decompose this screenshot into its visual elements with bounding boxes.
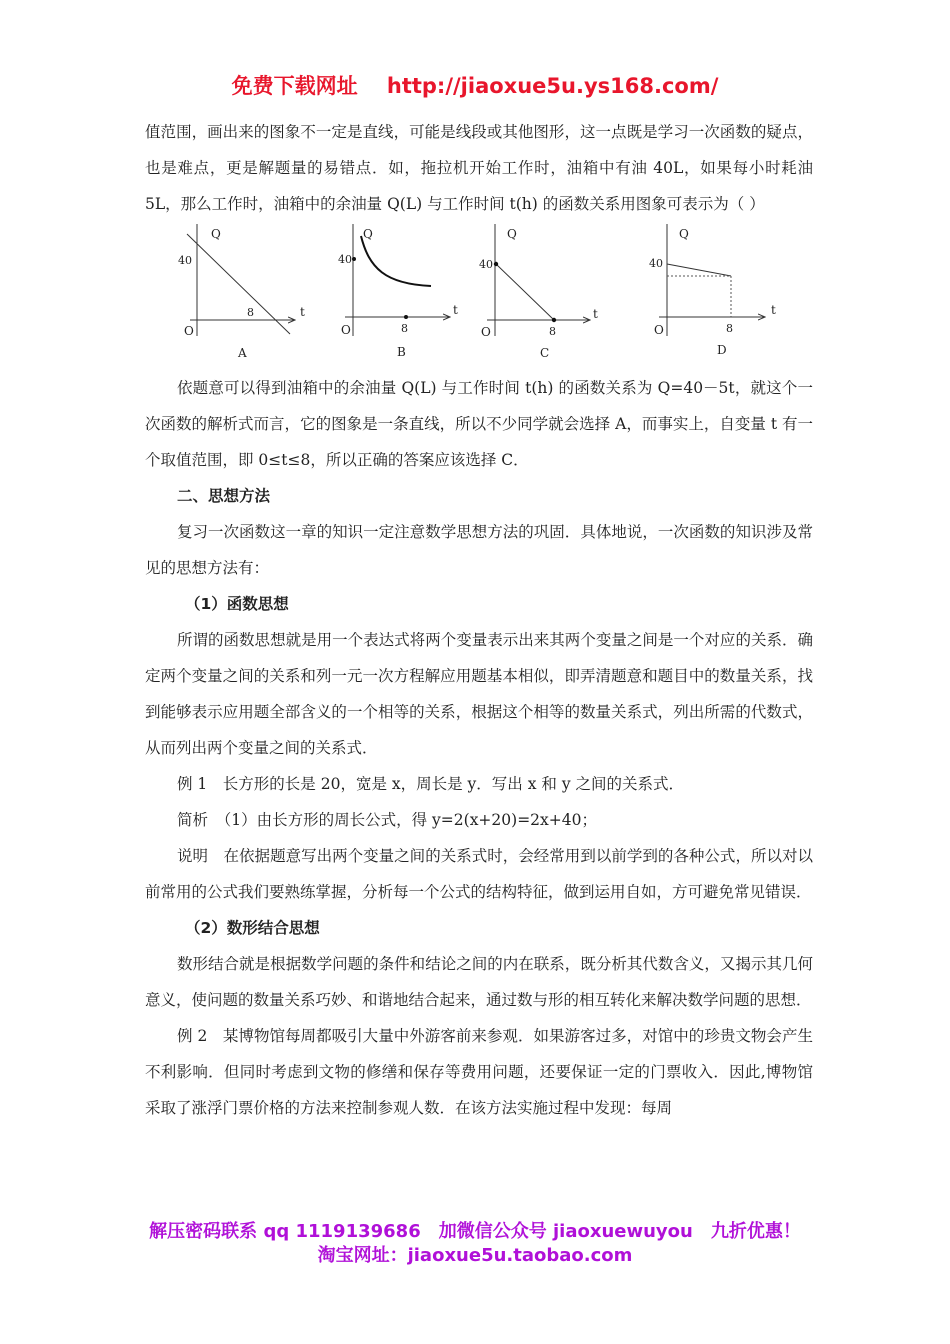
graph-b-q-label: Q [363,227,373,241]
subheading-number-shape: （2）数形结合思想 [185,919,320,937]
document-body [145,114,813,1126]
note-1: 说明 在依据题意写出两个变量之间的关系式时，会经常用到以前学到的各种公式，所以对以前常用的公式我们要熟练掌握，分析每一个公式的结构特征，做到运用自如，方可避免常见错误． [145,847,813,901]
graph-c-label: C [540,346,550,360]
graph-b-point-40 [352,257,356,261]
section-heading-methods: 二、思想方法 [177,487,271,505]
graph-b-curve [361,236,431,286]
graph-d-t-label: t [771,303,776,317]
graph-c-point-40 [494,262,498,266]
page-footer [0,1220,950,1268]
graph-a-line [187,234,290,334]
graph-c-segment [496,264,554,320]
paragraph-4: 所谓的函数思想就是用一个表达式将两个变量表示出来其两个变量之间是一个对应的关系．确定两个变量之间的关系和列一元一次方程解应用题基本相似，即弄清题意和题目中的数量关系，找到能够表示应用题全部含义的一个相等的关系，根据这个相等的数量关系式，列出所需的代数式，从而列出两个变量之间的关系式． [145,631,813,757]
graph-b-8-label: 8 [401,322,408,335]
download-url-link[interactable]: http://jiaoxue5u.ys168.com/ [386,74,719,98]
graph-b-origin-label: O [341,323,351,337]
graph-c-point-8 [552,318,556,322]
graph-d-q-label: Q [679,227,689,241]
page-header [0,70,950,100]
graph-b-label: B [397,345,406,359]
graph-a-origin-label: O [184,324,194,338]
graph-c-origin-label: O [481,325,491,339]
graph-d-line [667,264,731,276]
graphs-svg [135,224,815,364]
graph-c-q-label: Q [507,227,517,241]
paragraph-3: 复习一次函数这一章的知识一定注意数学思想方法的巩固．具体地说，一次函数的知识涉及常见的思想方法有： [145,523,813,577]
graph-b [338,224,458,359]
example-2: 例 2 某博物馆每周都吸引大量中外游客前来参观．如果游客过多，对馆中的珍贵文物会产生不利影响．但同时考虑到文物的修缮和保存等费用问题，还要保证一定的门票收入．因此,博物馆采取了涨浮门票价格的方法来控制参观人数．在该方法实施过程中发现：每周 [145,1027,813,1117]
graph-c [479,224,598,360]
graph-b-point-8 [404,315,408,319]
graph-d-origin-label: O [654,323,664,337]
paragraph-1: 值范围，画出来的图象不一定是直线，可能是线段或其他图形，这一点既是学习一次函数的疑点，也是难点，更是解题量的易错点．如，拖拉机开始工作时，油箱中有油 40L，如果每小时耗油 5L，那么工作时，油箱中的余油量 Q(L) 与工作时间 t(h) 的函数关系用图象可表示为（ ） [145,123,813,213]
graph-c-8-label: 8 [549,325,556,338]
graph-d-40-label: 40 [649,257,663,270]
graph-a-t-label: t [300,305,305,319]
graph-b-40-label: 40 [338,253,352,266]
graph-c-40-label: 40 [479,258,493,271]
graph-a-40-label: 40 [178,254,192,267]
graph-d-label: D [717,343,727,357]
paragraph-2: 依题意可以得到油箱中的余油量 Q(L) 与工作时间 t(h) 的函数关系为 Q=40－5t，就这个一次函数的解析式而言，它的图象是一条直线，所以不少同学就会选择 A，而事实上，自变量 t 有一个取值范围，即 0≤t≤8，所以正确的答案应该选择 C． [145,379,813,469]
download-label: 免费下载网址 [231,74,358,98]
graph-c-t-label: t [593,307,598,321]
analysis-1: 简析 （1）由长方形的周长公式，得 y=2(x+20)=2x+40； [177,811,597,829]
subheading-function-idea: （1）函数思想 [185,595,289,613]
footer-taobao-link[interactable]: 淘宝网址：jiaoxue5u.taobao.com [317,1245,633,1266]
graph-a [178,224,305,360]
graph-a-q-label: Q [211,227,221,241]
answer-choice-graphs [135,224,813,364]
graph-d-8-label: 8 [726,322,733,335]
graph-a-8-label: 8 [247,306,254,319]
graph-d [649,224,776,357]
footer-contact-line: 解压密码联系 qq 1119139686 加微信公众号 jiaoxuewuyou 九折优惠！ [149,1221,801,1242]
graph-a-label: A [238,346,247,360]
graph-b-t-label: t [453,303,458,317]
paragraph-5: 数形结合就是根据数学问题的条件和结论之间的内在联系，既分析其代数含义，又揭示其几何意义，使问题的数量关系巧妙、和谐地结合起来，通过数与形的相互转化来解决数学问题的思想． [145,955,813,1009]
example-1: 例 1 长方形的长是 20，宽是 x，周长是 y．写出 x 和 y 之间的关系式． [177,775,684,793]
